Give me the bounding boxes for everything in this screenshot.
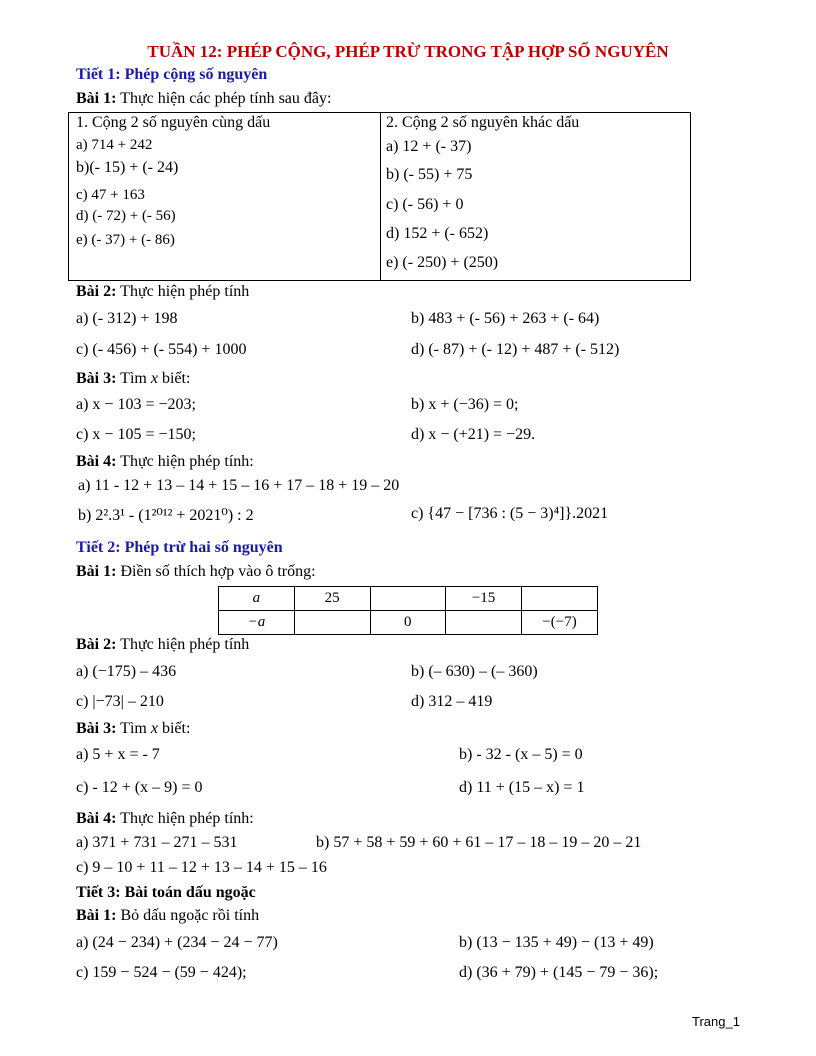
exercise-text: biết: <box>157 370 191 387</box>
col1-title: 1. Cộng 2 số nguyên cùng dấu <box>76 114 271 131</box>
exercise-2-3 <box>76 720 190 738</box>
col2-title: 2. Cộng 2 số nguyên khác dấu <box>386 114 580 131</box>
fill-table-cell: 0 <box>370 611 446 635</box>
exercise-label: Bài 3: <box>76 370 117 387</box>
fill-table-cell: 25 <box>294 587 370 611</box>
col1-item-b: b)(- 15) + (- 24) <box>76 159 179 176</box>
exercise-2-2 <box>76 636 249 654</box>
ex-1-3-b: b) x + (−36) = 0; <box>411 396 519 413</box>
col2-item-c: c) (- 56) + 0 <box>386 196 464 213</box>
ex-2-2-a: a) (−175) – 436 <box>76 663 177 680</box>
addition-table <box>68 112 691 281</box>
ex-2-4-a: a) 371 + 731 – 271 – 531 <box>76 834 238 851</box>
col2-item-a: a) 12 + (- 37) <box>386 138 472 155</box>
exercise-1-2 <box>76 283 249 301</box>
col1-item-c: c) 47 + 163 <box>76 187 145 203</box>
fill-table-cell <box>446 611 522 635</box>
ex-2-2-c: c) |−73| – 210 <box>76 693 164 710</box>
exercise-text: Tìm <box>120 720 151 737</box>
ex-2-2-d: d) 312 – 419 <box>411 693 493 710</box>
exercise-2-4 <box>76 810 254 828</box>
ex-1-3-a: a) x − 103 = −203; <box>76 396 196 413</box>
ex-1-2-c: c) (- 456) + (- 554) + 1000 <box>76 341 247 358</box>
col2-item-b: b) (- 55) + 75 <box>386 166 473 183</box>
exercise-text: Bỏ dấu ngoặc rồi tính <box>120 907 260 924</box>
ex-2-2-b: b) (– 630) – (– 360) <box>411 663 538 680</box>
ex-3-1-c: c) 159 − 524 − (59 − 424); <box>76 964 247 981</box>
variable: x <box>150 370 158 387</box>
section-heading-3: Tiết 3: Bài toán dấu ngoặc <box>76 884 256 901</box>
exercise-text: biết: <box>157 720 191 737</box>
fill-table-cell: a <box>219 587 295 611</box>
exercise-label: Bài 1: <box>76 563 117 580</box>
exercise-2-1 <box>76 563 316 581</box>
ex-1-3-c: c) x − 105 = −150; <box>76 426 196 443</box>
variable: x <box>150 720 158 737</box>
exercise-label: Bài 3: <box>76 720 117 737</box>
ex-1-2-a: a) (- 312) + 198 <box>76 310 178 327</box>
fill-table-cell: −15 <box>446 587 522 611</box>
ex-2-3-a: a) 5 + x = - 7 <box>76 746 160 763</box>
ex-2-4-b: b) 57 + 58 + 59 + 60 + 61 – 17 – 18 – 19 – 20 – 21 <box>316 834 642 851</box>
ex-2-3-d: d) 11 + (15 – x) = 1 <box>459 779 585 796</box>
page-number: Trang_1 <box>692 1014 740 1029</box>
ex-3-1-a: a) (24 − 234) + (234 − 24 − 77) <box>76 934 278 951</box>
exercise-label: Bài 1: <box>76 90 117 107</box>
fill-table <box>218 586 598 635</box>
ex-1-2-b: b) 483 + (- 56) + 263 + (- 64) <box>411 310 600 327</box>
col1-item-e: e) (- 37) + (- 86) <box>76 232 175 248</box>
col2-item-d: d) 152 + (- 652) <box>386 225 489 242</box>
exercise-1-4 <box>76 453 254 471</box>
exercise-3-1 <box>76 907 259 925</box>
exercise-1-1 <box>76 90 331 108</box>
exercise-label: Bài 4: <box>76 453 117 470</box>
ex-3-1-d: d) (36 + 79) + (145 − 79 − 36); <box>459 964 659 981</box>
fill-table-cell <box>294 611 370 635</box>
exercise-text: Điền số thích hợp vào ô trống: <box>120 563 316 580</box>
exercise-text: Thực hiện phép tính: <box>120 453 254 470</box>
exercise-text: Thực hiện phép tính <box>120 283 250 300</box>
exercise-text: Thực hiện phép tính: <box>120 810 254 827</box>
exercise-text: Thực hiện phép tính <box>120 636 250 653</box>
fill-table-cell <box>370 587 446 611</box>
fill-table-cell: −(−7) <box>522 611 598 635</box>
ex-2-3-c: c) - 12 + (x – 9) = 0 <box>76 779 203 796</box>
ex-1-2-d: d) (- 87) + (- 12) + 487 + (- 512) <box>411 341 620 358</box>
page-title: TUẦN 12: PHÉP CỘNG, PHÉP TRỪ TRONG TẬP HỢP SỐ NGUYÊN <box>147 42 669 61</box>
exercise-label: Bài 2: <box>76 636 117 653</box>
ex-3-1-b: b) (13 − 135 + 49) − (13 + 49) <box>459 934 654 951</box>
ex-1-4-a: a) 11 - 12 + 13 – 14 + 15 – 16 + 17 – 18 + 19 – 20 <box>78 477 400 494</box>
col1-item-a: a) 714 + 242 <box>76 137 153 153</box>
section-heading-1: Tiết 1: Phép cộng số nguyên <box>76 66 268 83</box>
ex-1-4-c: c) {47 − [736 : (5 − 3)⁴]}.2021 <box>411 505 609 522</box>
fill-table-cell: −a <box>219 611 295 635</box>
exercise-text: Tìm <box>120 370 151 387</box>
exercise-1-3 <box>76 370 190 388</box>
section-heading-2: Tiết 2: Phép trừ hai số nguyên <box>76 539 283 556</box>
fill-table-cell <box>522 587 598 611</box>
exercise-label: Bài 1: <box>76 907 117 924</box>
ex-2-4-c: c) 9 – 10 + 11 – 12 + 13 – 14 + 15 – 16 <box>76 859 327 876</box>
exercise-text: Thực hiện các phép tính sau đây: <box>120 90 332 107</box>
col2-item-e: e) (- 250) + (250) <box>386 254 499 271</box>
exercise-label: Bài 2: <box>76 283 117 300</box>
col1-item-d: d) (- 72) + (- 56) <box>76 208 176 224</box>
exercise-label: Bài 4: <box>76 810 117 827</box>
ex-2-3-b: b) - 32 - (x – 5) = 0 <box>459 746 583 763</box>
ex-1-4-b: b) 2².3¹ - (1²⁰¹² + 2021⁰) : 2 <box>78 507 254 524</box>
ex-1-3-d: d) x − (+21) = −29. <box>411 426 536 443</box>
